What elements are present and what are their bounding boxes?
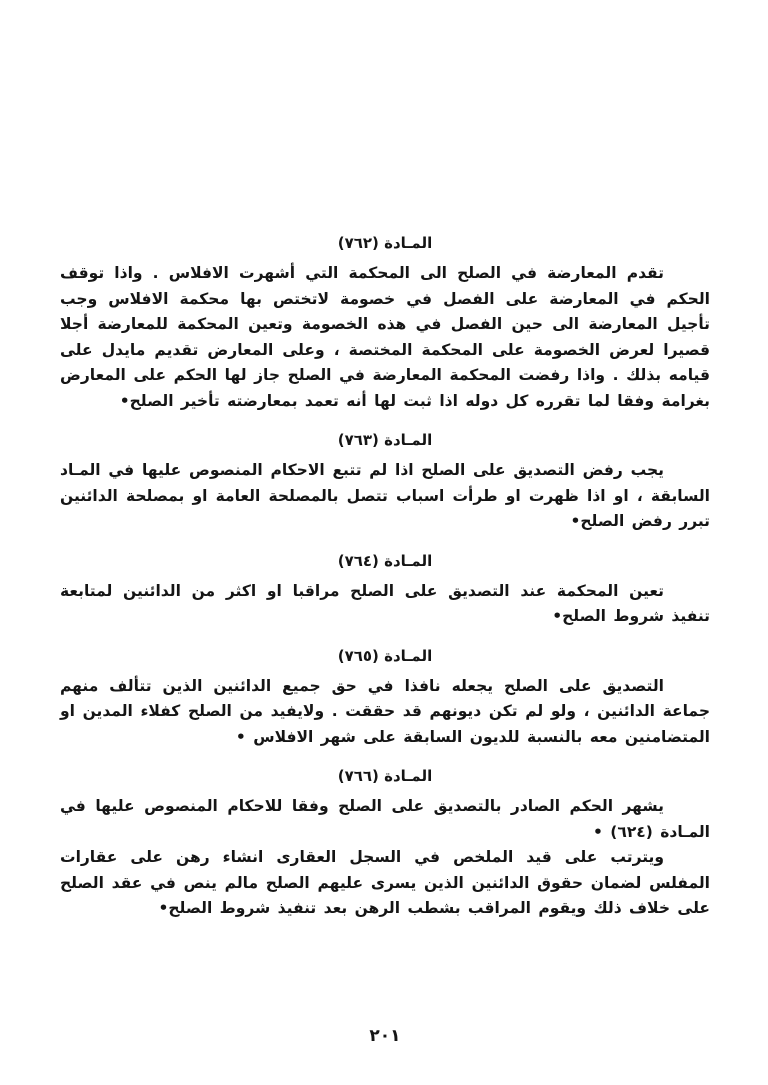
article-heading: المـادة (٧٦٤) (337, 551, 433, 570)
article-762 (60, 234, 710, 414)
article-paragraph: يجب رفض التصديق على الصلح اذا لم تتبع الاحكام المنصوص عليها في المـاد السابقة ، او اذا ظهرت او طرأت اسباب تتصل بالمصلحة العامة او بمصلحة الدائنين تبرر رفض الصلح• (60, 461, 710, 530)
article-paragraph: تعين المحكمة عند التصديق على الصلح مراقبا او اكثر من الدائنين لمتابعة تنفيذ شروط الصلح• (60, 581, 710, 625)
article-heading: المـادة (٧٦٢) (337, 234, 433, 252)
article-765 (60, 647, 710, 751)
article-paragraph: ويترتب على قيد الملخص في السجل العقارى انشاء رهن على عقارات المفلس لضمان حقوق الدائنين الذين يسرى عليهم الصلح مالم ينص في عقد الصلح على خلاف ذلك ويقوم المراقب بشطب الرهن بعد تنفيذ شروط الصلح• (60, 848, 710, 917)
article-766 (60, 767, 710, 922)
article-764 (60, 552, 710, 630)
article-763 (60, 431, 710, 535)
articles-text-block (60, 234, 710, 922)
page-number: ٢٠١ (369, 1026, 401, 1046)
article-heading: المـادة (٧٦٦) (337, 767, 433, 785)
article-heading: المـادة (٧٦٥) (337, 646, 433, 665)
article-heading: المـادة (٧٦٣) (337, 431, 433, 449)
article-paragraph: يشهر الحكم الصادر بالتصديق على الصلح وفقا للاحكام المنصوص عليها في المـادة (٦٢٤) • (60, 797, 710, 841)
article-paragraph: تقدم المعارضة في الصلح الى المحكمة التي أشهرت الافلاس . واذا توقف الحكم في المعارضة على الفصل في خصومة لاتختص بها محكمة الافلاس وجب تأجيل المعارضة الى حين الفصل في هذه الخصومة وتعين المحكمة للمعارضة أجلا قصيرا لعرض الخصومة على المحكمة المختصة ، وعلى المعارض تقديم مايدل على قيامه بذلك . واذا رفضت المحكمة المعارضة في الصلح جاز لها الحكم على المعارض بغرامة وفقا لما تقرره كل دوله اذا ثبت لها أنه تعمد بمعارضته تأخير الصلح• (60, 264, 710, 410)
article-paragraph: التصديق على الصلح يجعله نافذا في حق جميع الدائنين الذين تتألف منهم جماعة الدائنين ، ولو لم تكن ديونهم قد حققت . ولايفيد من الصلح كفلاء المدين او المتضامنين معه بالنسبة للديون السابقة على شهر الافلاس • (60, 676, 710, 746)
